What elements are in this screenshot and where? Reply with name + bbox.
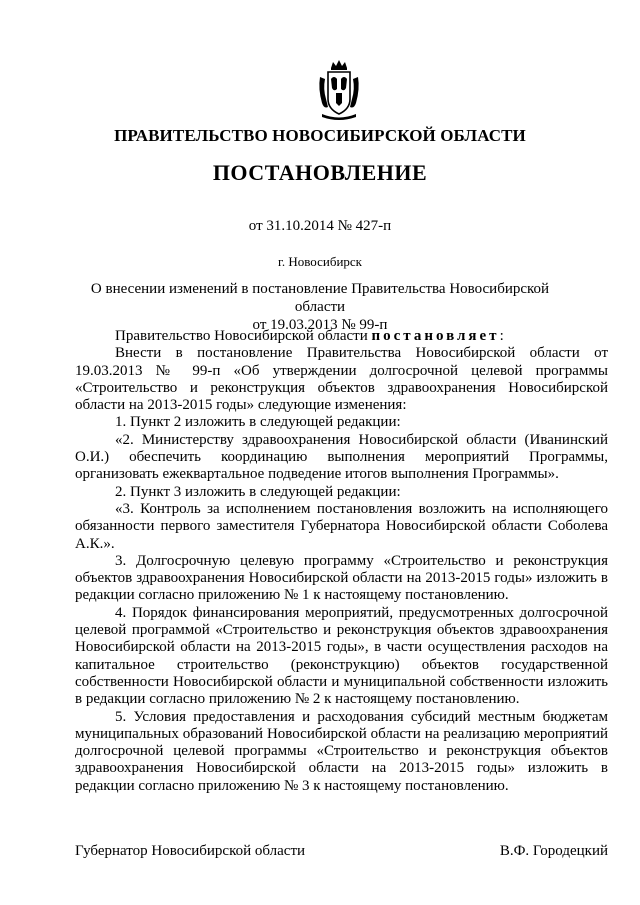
paragraph-6: 3. Долгосрочную целевую программу «Строительство и реконструкция объектов здравоохранения Новосибирской области на 2013-2015 годы» изложить в редакции согласно приложению № 1 к настоящему постановлению. [75, 552, 608, 604]
intro-keyword: постановляет [371, 328, 500, 344]
signature-name: В.Ф. Городецкий [499, 843, 608, 859]
signature-position: Губернатор Новосибирской области [75, 843, 306, 859]
document-city: г. Новосибирск [277, 254, 362, 269]
paragraph-2: 1. Пункт 2 изложить в следующей редакции: [115, 414, 401, 431]
organization-title: ПРАВИТЕЛЬСТВО НОВОСИБИРСКОЙ ОБЛАСТИ [114, 126, 526, 145]
intro-paragraph [75, 328, 608, 345]
paragraph-4: 2. Пункт 3 изложить в следующей редакции: [115, 483, 401, 500]
document-date-number: от 31.10.2014 № 427-п [248, 218, 392, 234]
document-subject [70, 280, 570, 334]
subject-line-2: от 19.03.2013 № 99-п [252, 317, 388, 333]
document-type-title: ПОСТАНОВЛЕНИЕ [212, 160, 428, 185]
subject-line-1: О внесении изменений в постановление Правительства Новосибирской области [90, 281, 550, 315]
paragraph-8: 5. Условия предоставления и расходования субсидий местным бюджетам муниципальных образований Новосибирской области на реализацию мероприятий долгосрочной целевой программы «Строительство и реконструкция объектов здравоохранения Новосибирской области на 2013-2015 годы» изложить в редакции согласно приложению № 3 к настоящему постановлению. [75, 708, 608, 794]
coat-of-arms-icon [316, 59, 362, 121]
paragraph-5: «3. Контроль за исполнением постановления возложить на исполняющего обязанности первого заместителя Губернатора Новосибирской области Соболева А.К.». [75, 500, 608, 552]
paragraph-1: Внести в постановление Правительства Новосибирской области от 19.03.2013 № 99-п «Об утверждении долгосрочной целевой программы «Строительство и реконструкция объектов здравоохранения Новосибирской области на 2013-2015 годы» следующие изменения: [75, 345, 608, 414]
document-body [75, 328, 608, 795]
paragraph-3: «2. Министерству здравоохранения Новосибирской области (Иванинский О.И.) обеспечить координацию выполнения мероприятий Программы, организовать ежеквартальное подведение итогов выполнения Программы». [75, 431, 608, 483]
intro-prefix: Правительство Новосибирской области [115, 328, 372, 344]
paragraph-7: 4. Порядок финансирования мероприятий, предусмотренных долгосрочной целевой программой «Строительство и реконструкция объектов здравоохранения Новосибирской области на 2013-2015 годы», в части осуществления расходов на капитальное строительство (реконструкцию) объектов государственной собственности Новосибирской области и муниципальной собственности изложить в редакции согласно приложению № 2 к настоящему постановлению. [75, 604, 608, 708]
intro-suffix: : [499, 328, 504, 344]
